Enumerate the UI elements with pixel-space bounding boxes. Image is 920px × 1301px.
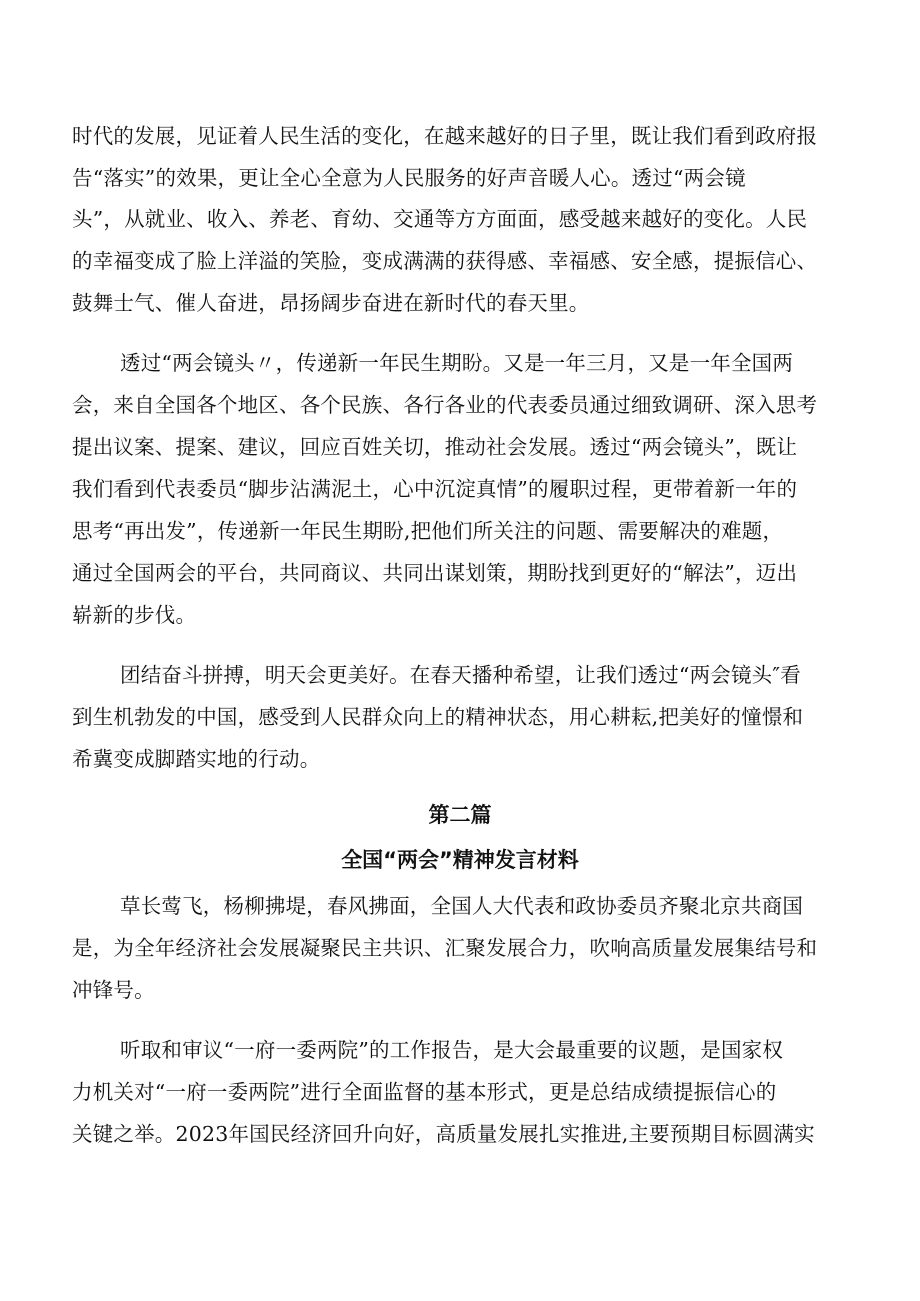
paragraph-2-line-6: 通过全国两会的平台，共同商议、共同出谋划策，期盼找到更好的“解法”，迈出 [72,561,798,585]
paragraph-2-line-5: 思考“再出发”，传递新一年民生期盼,把他们所关注的问题、需要解决的难题， [72,519,784,543]
paragraph-2-line-2: 会，来自全国各个地区、各个民族、各行各业的代表委员通过细致调研、深入思考 [72,393,818,417]
paragraph-1-line-2: 告“落实”的效果，更让全心全意为人民服务的好声音暖人心。透过“两会镜 [72,166,746,190]
paragraph-2-line-1: 透过“两会镜头〃，传递新一年民生期盼。又是一年三月，又是一年全国两 [120,351,794,375]
paragraph-5-line-2: 力机关对“一府一委两院”进行全面监督的基本形式，更是总结成绩提振信心的 [72,1080,777,1104]
paragraph-4-line-3: 冲锋号。 [72,978,155,1002]
paragraph-3-line-1: 团结奋斗拼搏，明天会更美好。在春天播种希望，让我们透过“两会镜头″看 [120,663,801,687]
paragraph-5-line-1: 听取和审议“一府一委两院”的工作报告，是大会最重要的议题，是国家权 [120,1038,784,1062]
paragraph-1-line-3: 头”，从就业、收入、养老、育幼、交通等方方面面，感受越来越好的变化。人民 [72,207,808,231]
paragraph-1-line-1: 时代的发展，见证着人民生活的变化，在越来越好的日子里，既让我们看到政府报 [72,124,818,148]
paragraph-1-line-5: 鼓舞士气、催人奋进，昂扬阔步奋进在新时代的春天里。 [72,291,590,315]
section-title: 全国“两会”精神发言材料 [341,848,579,872]
paragraph-2-line-7: 崭新的步伐。 [72,603,197,627]
paragraph-1-line-4: 的幸福变成了脸上洋溢的笑脸，变成满满的获得感、幸福感、安全感，提振信心、 [72,249,818,273]
section-label: 第二篇 [428,803,492,827]
paragraph-2-line-4: 我们看到代表委员“脚步沾满泥土，心中沉淀真情”的履职过程，更带着新一年的 [72,477,798,501]
paragraph-2-line-3: 提出议案、提案、建议，回应百姓关切，推动社会发展。透过“两会镜头”，既让 [72,435,798,459]
paragraph-5-line-3: 关键之举。2023年国民经济回升向好，高质量发展扎实推进,主要预期目标圆满实 [72,1122,815,1146]
paragraph-3-line-3: 希冀变成脚踏实地的行动。 [72,747,321,771]
paragraph-4-line-1: 草长莺飞，杨柳拂堤，春风拂面，全国人大代表和政协委员齐聚北京共商国 [120,894,804,918]
paragraph-4-line-2: 是，为全年经济社会发展凝聚民主共识、汇聚发展合力，吹响高质量发展集结号和 [72,936,818,960]
paragraph-3-line-2: 到生机勃发的中国，感受到人民群众向上的精神状态，用心耕耘,把美好的憧憬和 [72,705,804,729]
